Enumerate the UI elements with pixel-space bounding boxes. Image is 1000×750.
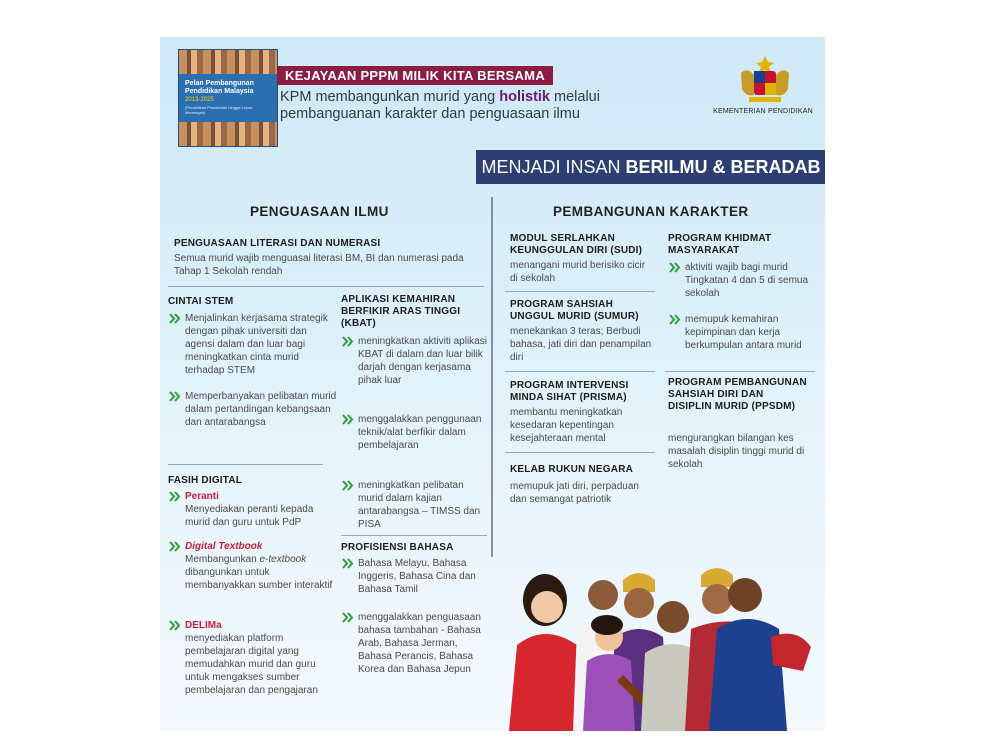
banner-bold: BERILMU & BERADAB <box>625 157 821 177</box>
digital-heading: FASIH DIGITAL <box>168 475 243 486</box>
divider-line <box>505 291 655 292</box>
kbat-item-1-text: meningkatkan aktiviti aplikasi KBAT di dalam dan luar bilik darjah dengan kerjasama pihak luar <box>358 336 487 386</box>
kbat-heading: APLIKASI KEMAHIRAN BERFIKIR ARAS TINGGI (KBAT) <box>341 294 461 329</box>
infographic-poster <box>160 37 825 731</box>
divider-line <box>168 286 484 287</box>
divider-line <box>505 452 655 453</box>
rukun-heading: KELAB RUKUN NEGARA <box>510 464 634 475</box>
green-chevron-arrow-icon <box>669 314 682 325</box>
delima-title: DELIMa <box>185 620 222 631</box>
green-chevron-arrow-icon <box>342 414 355 425</box>
digital-item-delima <box>185 619 337 697</box>
stem-heading: CINTAI STEM <box>168 296 234 307</box>
cover-years: 2013-2025 <box>185 97 214 103</box>
divider-line <box>505 371 655 372</box>
green-chevron-arrow-icon <box>169 391 182 402</box>
ministry-name: KEMENTERIAN PENDIDIKAN <box>713 108 813 115</box>
textbook-text-a: Membangunkan <box>185 554 260 565</box>
divider-line <box>341 535 487 536</box>
ppsdm-heading: PROGRAM PEMBANGUNAN SAHSIAH DIRI DAN DISIPLIN MURID (PPSDM) <box>668 377 807 412</box>
literasi-text: Semua murid wajib menguasai literasi BM, BI dan numerasi pada Tahap 1 Sekolah rendah <box>174 253 464 277</box>
kbat-item-3-text: meningkatkan pelibatan murid dalam kajian antarabangsa – TIMSS dan PISA <box>358 480 481 530</box>
sudi-text: menangani murid berisiko cicir di sekolah <box>510 260 646 284</box>
green-chevron-arrow-icon <box>342 612 355 623</box>
delima-text: menyediakan platform pembelajaran digital yang memudahkan murid dan guru untuk mengakses sumber pembelajaran dan pengajaran <box>185 633 318 696</box>
green-chevron-arrow-icon <box>169 491 182 502</box>
stem-item-1 <box>185 312 337 377</box>
students-group-photo <box>505 525 825 731</box>
green-chevron-arrow-icon <box>342 480 355 491</box>
bahasa-heading: PROFISIENSI BAHASA <box>341 542 454 553</box>
cover-subtitle: (Pendidikan Prasekolah hingga Lepas Menengah) <box>185 105 253 115</box>
green-chevron-arrow-icon <box>169 313 182 324</box>
tagline-before: KPM membangunkan murid yang <box>280 89 500 105</box>
pppm-cover-image <box>178 49 278 147</box>
khidmat-item-1-text: aktiviti wajib bagi murid Tingkatan 4 dan 5 di semua sekolah <box>685 262 809 299</box>
sudi-heading: MODUL SERLAHKAN KEUNGGULAN DIRI (SUDI) <box>510 233 643 256</box>
campaign-badge: KEJAYAAN PPPM MILIK KITA BERSAMA <box>277 66 553 85</box>
sumur-text: menekankan 3 teras; Berbudi bahasa, jati diri dan penampilan diri <box>510 326 652 363</box>
green-chevron-arrow-icon <box>169 541 182 552</box>
khidmat-item-2 <box>685 313 815 352</box>
sumur-heading: PROGRAM SAHSIAH UNGGUL MURID (SUMUR) <box>510 299 639 322</box>
kbat-item-2-text: menggalakkan penggunaan teknik/alat berfikir dalam pembelajaran <box>358 414 482 451</box>
textbook-text-italic: e-textbook <box>259 554 307 565</box>
tagline-after: melalui pembanguanan karakter dan penguasaan ilmu <box>280 89 600 122</box>
banner <box>476 150 825 184</box>
kbat-item-2 <box>358 413 488 452</box>
cover-title: Pelan Pembangunan Pendidikan Malaysia <box>185 80 254 95</box>
bahasa-item-2 <box>358 611 488 676</box>
tagline <box>280 89 640 123</box>
literasi-heading: PENGUASAAN LITERASI DAN NUMERASI <box>174 238 381 249</box>
stem-item-2 <box>185 390 337 429</box>
right-column-title: PEMBANGUNAN KARAKTER <box>553 204 749 219</box>
kbat-item-1 <box>358 335 488 387</box>
digital-item-peranti <box>185 490 337 529</box>
rukun-text: memupuk jati diri, perpaduan dan semangat patriotik <box>510 481 639 505</box>
green-chevron-arrow-icon <box>342 336 355 347</box>
khidmat-heading: PROGRAM KHIDMAT MASYARAKAT <box>668 233 772 256</box>
bahasa-item-1 <box>358 557 488 596</box>
green-chevron-arrow-icon <box>169 620 182 631</box>
khidmat-item-2-text: memupuk kemahiran kepimpinan dan kerja berkumpulan antara murid <box>685 314 802 351</box>
textbook-text-b: dibangunkan untuk membanyakkan sumber interaktif <box>185 567 333 591</box>
green-chevron-arrow-icon <box>342 558 355 569</box>
bahasa-item-1-text: Bahasa Melayu, Bahasa Inggeris, Bahasa Cina dan Bahasa Tamil <box>358 558 476 595</box>
ppsdm-text: mengurangkan bilangan kes masalah disiplin tinggi murid di sekolah <box>668 433 805 470</box>
divider-line <box>168 464 323 465</box>
green-chevron-arrow-icon <box>669 262 682 273</box>
prisma-heading: PROGRAM INTERVENSI MINDA SIHAT (PRISMA) <box>510 380 629 403</box>
prisma-text: membantu meningkatkan kesedaran kepentingan kesejahteraan mental <box>510 407 623 444</box>
banner-light: MENJADI INSAN <box>481 157 626 177</box>
digital-item-textbook <box>185 540 337 592</box>
kbat-item-3 <box>358 479 488 531</box>
stem-item-1-text: Menjalinkan kerjasama strategik dengan pihak universiti dan agensi dalam dan luar bagi meningkatkan cinta murid terhadap STEM <box>185 313 328 376</box>
peranti-title: Peranti <box>185 491 219 502</box>
bahasa-item-2-text: menggalakkan penguasaan bahasa tambahan - Bahasa Arab, Bahasa Jerman, Bahasa Perancis, Bahasa Korea dan Bahasa Jepun <box>358 612 481 675</box>
stem-item-2-text: Memperbanyakan pelibatan murid dalam pertandingan kebangsaan dan antarabangsa <box>185 391 337 428</box>
malaysia-coat-of-arms-icon <box>735 53 795 107</box>
textbook-title: Digital Textbook <box>185 541 263 552</box>
tagline-bold: holistik <box>499 89 550 105</box>
textbook-text <box>185 553 337 592</box>
peranti-text: Menyediakan peranti kepada murid dan guru untuk PdP <box>185 504 314 528</box>
khidmat-item-1 <box>685 261 815 300</box>
cover-photo-strip-bottom <box>179 122 277 146</box>
column-divider <box>491 197 493 557</box>
cover-photo-strip-top <box>179 50 277 74</box>
divider-line <box>665 371 815 372</box>
left-column-title: PENGUASAAN ILMU <box>250 204 389 219</box>
